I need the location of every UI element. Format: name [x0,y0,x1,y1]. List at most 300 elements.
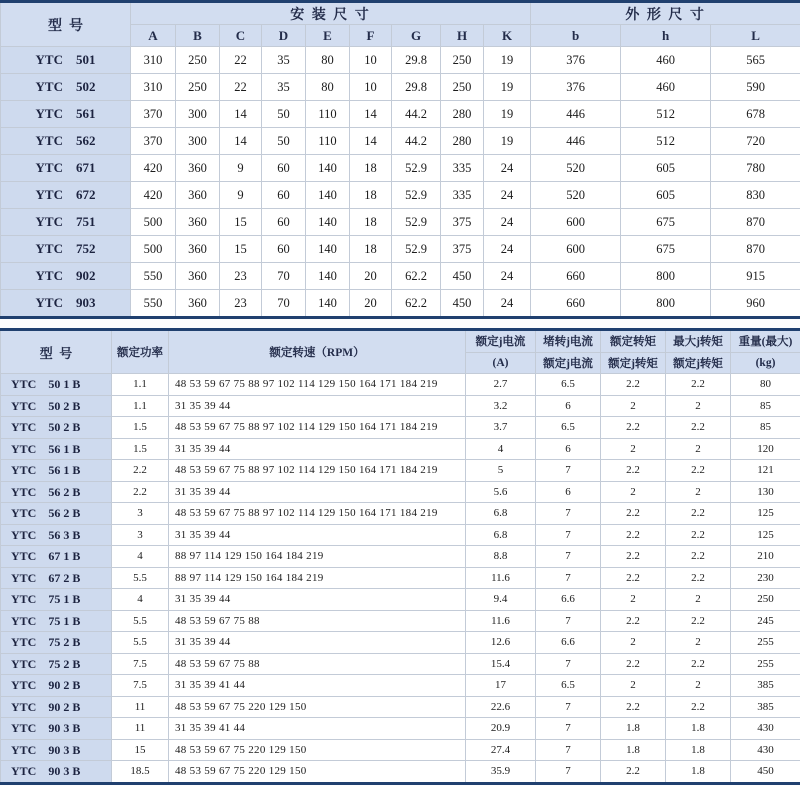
rated-torque-ratio-cell: 2.2 [601,417,666,439]
rated-speed-cell: 31 35 39 41 44 [169,718,466,740]
install-col-header: B [176,25,220,47]
dimension-value-cell: 600 [531,236,621,263]
locked-rotor-current-ratio-cell: 7 [536,567,601,589]
ratings-row [1,610,800,632]
locked-rotor-current-ratio-cell: 6.5 [536,675,601,697]
locked-rotor-current-header-line2: 额定j电流 [536,352,600,374]
dimensions-row [1,263,800,290]
rated-speed-cell: 48 53 59 67 75 88 97 102 114 129 150 164 171 184 219 [169,460,466,482]
dimension-value-cell: 50 [262,128,306,155]
model-cell: YTC 672 [1,182,131,209]
rated-power-cell: 18.5 [112,761,169,784]
dimensions-table-header [1,2,800,47]
weight-cell: 230 [731,567,800,589]
model-cell: YTC 50 1 B [1,374,112,396]
rated-speed-cell: 31 35 39 44 [169,589,466,611]
ratings-row [1,761,800,784]
max-torque-ratio-cell: 2 [666,632,731,654]
model-cell: YTC 67 2 B [1,567,112,589]
rated-torque-ratio-cell: 2.2 [601,546,666,568]
rated-torque-ratio-header [601,330,666,374]
dimension-value-cell: 24 [484,182,531,209]
max-torque-ratio-cell: 2.2 [666,503,731,525]
weight-cell: 450 [731,761,800,784]
weight-cell: 385 [731,675,800,697]
rated-power-header: 额定功率 [112,330,169,374]
dimension-value-cell: 605 [621,182,711,209]
rated-speed-cell: 88 97 114 129 150 164 184 219 [169,567,466,589]
weight-cell: 250 [731,589,800,611]
weight-cell: 130 [731,481,800,503]
dimension-value-cell: 250 [441,74,484,101]
rated-speed-cell: 48 53 59 67 75 88 [169,610,466,632]
weight-cell: 85 [731,417,800,439]
dimension-value-cell: 18 [350,182,392,209]
rated-torque-ratio-cell: 2 [601,589,666,611]
model-cell: YTC 501 [1,47,131,74]
rated-current-cell: 3.7 [466,417,536,439]
max-torque-ratio-cell: 2.2 [666,546,731,568]
model-cell: YTC 502 [1,74,131,101]
model-cell: YTC 903 [1,290,131,318]
max-torque-ratio-cell: 1.8 [666,739,731,761]
dimension-value-cell: 140 [306,209,350,236]
max-torque-ratio-cell: 2 [666,438,731,460]
rated-speed-header: 额定转速（RPM） [169,330,466,374]
rated-torque-ratio-cell: 2.2 [601,761,666,784]
rated-power-cell: 2.2 [112,460,169,482]
ratings-row [1,718,800,740]
dimension-value-cell: 375 [441,236,484,263]
weight-cell: 120 [731,438,800,460]
dimension-value-cell: 520 [531,182,621,209]
rated-power-cell: 7.5 [112,675,169,697]
dimension-value-cell: 35 [262,47,306,74]
rated-current-header [466,330,536,374]
max-torque-header-line2: 额定j转矩 [666,352,730,374]
weight-cell: 80 [731,374,800,396]
dimension-value-cell: 140 [306,263,350,290]
rated-current-header-line2: (A) [466,352,535,374]
outline-dimensions-header: 外 形 尺 寸 [531,2,800,25]
ratings-row [1,696,800,718]
model-cell: YTC 50 2 B [1,417,112,439]
weight-header [731,330,800,374]
ratings-row [1,417,800,439]
dimension-value-cell: 10 [350,47,392,74]
dimension-value-cell: 460 [621,74,711,101]
rated-power-cell: 2.2 [112,481,169,503]
ratings-row [1,632,800,654]
model-cell: YTC 90 2 B [1,696,112,718]
model-cell: YTC 75 2 B [1,653,112,675]
rated-current-cell: 27.4 [466,739,536,761]
dimension-value-cell: 450 [441,290,484,318]
rated-current-cell: 4 [466,438,536,460]
dimension-value-cell: 15 [220,209,262,236]
dimension-value-cell: 675 [621,236,711,263]
dimension-value-cell: 18 [350,209,392,236]
rated-power-cell: 7.5 [112,653,169,675]
dimension-value-cell: 250 [441,47,484,74]
dimension-value-cell: 678 [711,101,800,128]
rated-power-cell: 1.5 [112,417,169,439]
rated-torque-ratio-cell: 2.2 [601,653,666,675]
install-col-header: C [220,25,262,47]
dimension-value-cell: 140 [306,236,350,263]
ratings-row [1,589,800,611]
dimension-value-cell: 10 [350,74,392,101]
dimensions-row [1,236,800,263]
dimension-value-cell: 512 [621,101,711,128]
dimension-value-cell: 800 [621,290,711,318]
rated-torque-ratio-cell: 2.2 [601,503,666,525]
dimension-value-cell: 335 [441,155,484,182]
model-cell: YTC 671 [1,155,131,182]
dimension-value-cell: 360 [176,182,220,209]
weight-cell: 385 [731,696,800,718]
dimension-value-cell: 250 [176,47,220,74]
locked-rotor-current-ratio-cell: 6.6 [536,589,601,611]
model-column-header: 型 号 [1,2,131,47]
max-torque-ratio-cell: 2.2 [666,696,731,718]
dimension-value-cell: 565 [711,47,800,74]
dimension-value-cell: 360 [176,155,220,182]
rated-power-cell: 11 [112,718,169,740]
dimensions-row [1,128,800,155]
dimension-value-cell: 20 [350,290,392,318]
dimension-value-cell: 360 [176,209,220,236]
rated-current-cell: 3.2 [466,395,536,417]
rated-current-cell: 22.6 [466,696,536,718]
rated-power-cell: 3 [112,524,169,546]
dimension-value-cell: 60 [262,155,306,182]
dimension-value-cell: 60 [262,236,306,263]
model-cell: YTC 75 1 B [1,610,112,632]
rated-torque-ratio-cell: 2.2 [601,696,666,718]
dimension-value-cell: 140 [306,155,350,182]
locked-rotor-current-ratio-cell: 6.5 [536,374,601,396]
outline-col-header: b [531,25,621,47]
dimension-value-cell: 35 [262,74,306,101]
max-torque-ratio-cell: 1.8 [666,761,731,784]
ratings-header-row [1,330,800,374]
dimensions-row [1,209,800,236]
locked-rotor-current-ratio-cell: 7 [536,761,601,784]
model-cell: YTC 562 [1,128,131,155]
locked-rotor-current-ratio-cell: 6.5 [536,417,601,439]
rated-torque-ratio-cell: 1.8 [601,739,666,761]
model-column-header: 型 号 [1,330,112,374]
dimension-value-cell: 800 [621,263,711,290]
dimension-value-cell: 110 [306,101,350,128]
rated-torque-header-line1: 额定转矩 [610,336,656,349]
dimension-value-cell: 29.8 [392,47,441,74]
ratings-table [0,328,800,785]
ratings-row [1,481,800,503]
dimension-value-cell: 23 [220,290,262,318]
rated-power-cell: 15 [112,739,169,761]
dimension-value-cell: 376 [531,47,621,74]
rated-torque-ratio-cell: 2.2 [601,567,666,589]
max-torque-ratio-cell: 2 [666,589,731,611]
dimension-value-cell: 24 [484,290,531,318]
dimension-value-cell: 375 [441,209,484,236]
max-torque-ratio-cell: 2.2 [666,567,731,589]
dimension-value-cell: 29.8 [392,74,441,101]
model-cell: YTC 56 2 B [1,481,112,503]
locked-rotor-current-ratio-cell: 7 [536,460,601,482]
outline-col-header: L [711,25,800,47]
dimension-value-cell: 24 [484,236,531,263]
dimension-value-cell: 22 [220,47,262,74]
dimension-value-cell: 335 [441,182,484,209]
dimension-value-cell: 70 [262,290,306,318]
header-group-row [1,2,800,25]
dimensions-row [1,182,800,209]
ratings-table-header [1,330,800,374]
rated-power-cell: 1.5 [112,438,169,460]
dimension-value-cell: 22 [220,74,262,101]
dimension-value-cell: 360 [176,263,220,290]
weight-cell: 125 [731,503,800,525]
dimensions-table [0,0,800,319]
dimension-value-cell: 60 [262,182,306,209]
rated-current-cell: 2.7 [466,374,536,396]
rated-speed-cell: 48 53 59 67 75 88 97 102 114 129 150 164 171 184 219 [169,374,466,396]
model-cell: YTC 67 1 B [1,546,112,568]
ratings-row [1,546,800,568]
rated-current-cell: 35.9 [466,761,536,784]
rated-current-cell: 12.6 [466,632,536,654]
dimension-value-cell: 140 [306,290,350,318]
locked-rotor-current-ratio-cell: 6 [536,438,601,460]
ratings-table-body [1,374,800,784]
dimension-value-cell: 300 [176,128,220,155]
ratings-row [1,567,800,589]
dimension-value-cell: 18 [350,236,392,263]
max-torque-ratio-cell: 2.2 [666,653,731,675]
dimension-value-cell: 24 [484,209,531,236]
model-cell: YTC 56 3 B [1,524,112,546]
model-cell: YTC 902 [1,263,131,290]
dimension-value-cell: 450 [441,263,484,290]
dimension-value-cell: 15 [220,236,262,263]
dimension-value-cell: 52.9 [392,155,441,182]
dimension-value-cell: 870 [711,209,800,236]
dimension-value-cell: 446 [531,128,621,155]
dimension-value-cell: 520 [531,155,621,182]
dimension-value-cell: 110 [306,128,350,155]
outline-col-header: h [621,25,711,47]
dimensions-table-body [1,47,800,318]
dimension-value-cell: 370 [131,128,176,155]
dimension-value-cell: 23 [220,263,262,290]
model-cell: YTC 90 3 B [1,718,112,740]
locked-rotor-current-ratio-cell: 7 [536,546,601,568]
locked-rotor-current-ratio-cell: 6 [536,481,601,503]
dimension-value-cell: 24 [484,155,531,182]
weight-cell: 430 [731,739,800,761]
dimension-value-cell: 446 [531,101,621,128]
weight-cell: 125 [731,524,800,546]
dimensions-row [1,74,800,101]
dimension-value-cell: 675 [621,209,711,236]
ratings-row [1,739,800,761]
dimension-value-cell: 52.9 [392,182,441,209]
rated-current-cell: 20.9 [466,718,536,740]
dimension-value-cell: 14 [350,128,392,155]
rated-torque-ratio-cell: 2.2 [601,460,666,482]
dimension-value-cell: 660 [531,263,621,290]
locked-rotor-current-ratio-cell: 7 [536,503,601,525]
rated-torque-ratio-cell: 2.2 [601,524,666,546]
dimension-value-cell: 14 [350,101,392,128]
weight-cell: 245 [731,610,800,632]
model-cell: YTC 561 [1,101,131,128]
rated-current-header-line1: 额定j电流 [475,336,526,349]
dimension-value-cell: 550 [131,263,176,290]
dimension-value-cell: 660 [531,290,621,318]
rated-power-cell: 4 [112,546,169,568]
rated-torque-header-line2: 额定j转矩 [601,352,665,374]
install-col-header: H [441,25,484,47]
locked-rotor-current-ratio-cell: 7 [536,696,601,718]
rated-torque-ratio-cell: 2 [601,481,666,503]
ratings-row [1,395,800,417]
dimension-value-cell: 830 [711,182,800,209]
dimension-value-cell: 19 [484,47,531,74]
dimensions-row [1,47,800,74]
dimension-value-cell: 605 [621,155,711,182]
rated-torque-ratio-cell: 2 [601,395,666,417]
dimension-value-cell: 62.2 [392,263,441,290]
dimension-value-cell: 590 [711,74,800,101]
rated-current-cell: 5.6 [466,481,536,503]
dimension-value-cell: 80 [306,74,350,101]
rated-current-cell: 15.4 [466,653,536,675]
rated-speed-cell: 48 53 59 67 75 88 97 102 114 129 150 164 171 184 219 [169,503,466,525]
rated-power-cell: 3 [112,503,169,525]
dimension-value-cell: 500 [131,236,176,263]
rated-speed-cell: 31 35 39 44 [169,632,466,654]
rated-power-cell: 1.1 [112,374,169,396]
rated-torque-ratio-cell: 1.8 [601,718,666,740]
rated-power-cell: 5.5 [112,567,169,589]
weight-cell: 255 [731,653,800,675]
dimension-value-cell: 44.2 [392,128,441,155]
rated-speed-cell: 48 53 59 67 75 220 129 150 [169,739,466,761]
dimension-value-cell: 720 [711,128,800,155]
max-torque-header-line1: 最大j转矩 [673,336,723,349]
dimension-value-cell: 310 [131,74,176,101]
dimension-value-cell: 310 [131,47,176,74]
rated-power-cell: 4 [112,589,169,611]
dimension-value-cell: 44.2 [392,101,441,128]
rated-speed-cell: 48 53 59 67 75 88 [169,653,466,675]
installation-dimensions-header: 安 装 尺 寸 [131,2,531,25]
install-col-header: G [392,25,441,47]
rated-power-cell: 5.5 [112,610,169,632]
install-col-header: D [262,25,306,47]
rated-speed-cell: 31 35 39 44 [169,395,466,417]
rated-current-cell: 9.4 [466,589,536,611]
dimension-value-cell: 9 [220,155,262,182]
locked-rotor-current-ratio-cell: 6.6 [536,632,601,654]
max-torque-ratio-cell: 2 [666,395,731,417]
dimension-value-cell: 14 [220,101,262,128]
dimension-value-cell: 370 [131,101,176,128]
dimension-value-cell: 870 [711,236,800,263]
dimension-value-cell: 50 [262,101,306,128]
rated-current-cell: 17 [466,675,536,697]
max-torque-ratio-cell: 2.2 [666,417,731,439]
dimension-value-cell: 19 [484,128,531,155]
rated-power-cell: 11 [112,696,169,718]
dimension-value-cell: 915 [711,263,800,290]
model-cell: YTC 75 2 B [1,632,112,654]
ratings-row [1,438,800,460]
rated-speed-cell: 48 53 59 67 75 220 129 150 [169,761,466,784]
dimension-value-cell: 300 [176,101,220,128]
model-cell: YTC 56 1 B [1,460,112,482]
locked-rotor-current-ratio-header [536,330,601,374]
rated-current-cell: 6.8 [466,503,536,525]
weight-cell: 255 [731,632,800,654]
dimension-value-cell: 550 [131,290,176,318]
rated-torque-ratio-cell: 2 [601,438,666,460]
dimension-value-cell: 512 [621,128,711,155]
rated-current-cell: 11.6 [466,610,536,632]
dimension-value-cell: 360 [176,236,220,263]
max-torque-ratio-cell: 2 [666,675,731,697]
ratings-row [1,503,800,525]
dimensions-row [1,290,800,318]
model-cell: YTC 751 [1,209,131,236]
rated-power-cell: 5.5 [112,632,169,654]
dimension-value-cell: 19 [484,74,531,101]
model-cell: YTC 90 3 B [1,739,112,761]
rated-speed-cell: 48 53 59 67 75 88 97 102 114 129 150 164 171 184 219 [169,417,466,439]
max-torque-ratio-cell: 2 [666,481,731,503]
dimension-value-cell: 52.9 [392,209,441,236]
rated-speed-cell: 48 53 59 67 75 220 129 150 [169,696,466,718]
dimension-value-cell: 24 [484,263,531,290]
locked-rotor-current-ratio-cell: 7 [536,610,601,632]
locked-rotor-current-ratio-cell: 7 [536,653,601,675]
max-torque-ratio-cell: 2.2 [666,460,731,482]
rated-speed-cell: 88 97 114 129 150 164 184 219 [169,546,466,568]
max-torque-ratio-cell: 1.8 [666,718,731,740]
dimension-value-cell: 460 [621,47,711,74]
install-col-header: A [131,25,176,47]
max-torque-ratio-cell: 2.2 [666,610,731,632]
max-torque-ratio-cell: 2.2 [666,374,731,396]
model-cell: YTC 56 1 B [1,438,112,460]
ratings-row [1,524,800,546]
dimension-value-cell: 18 [350,155,392,182]
max-torque-ratio-cell: 2.2 [666,524,731,546]
rated-torque-ratio-cell: 2.2 [601,610,666,632]
dimensions-row [1,155,800,182]
weight-cell: 85 [731,395,800,417]
dimension-value-cell: 80 [306,47,350,74]
rated-speed-cell: 31 35 39 44 [169,481,466,503]
dimensions-row [1,101,800,128]
model-cell: YTC 75 1 B [1,589,112,611]
rated-torque-ratio-cell: 2.2 [601,374,666,396]
locked-rotor-current-ratio-cell: 7 [536,524,601,546]
